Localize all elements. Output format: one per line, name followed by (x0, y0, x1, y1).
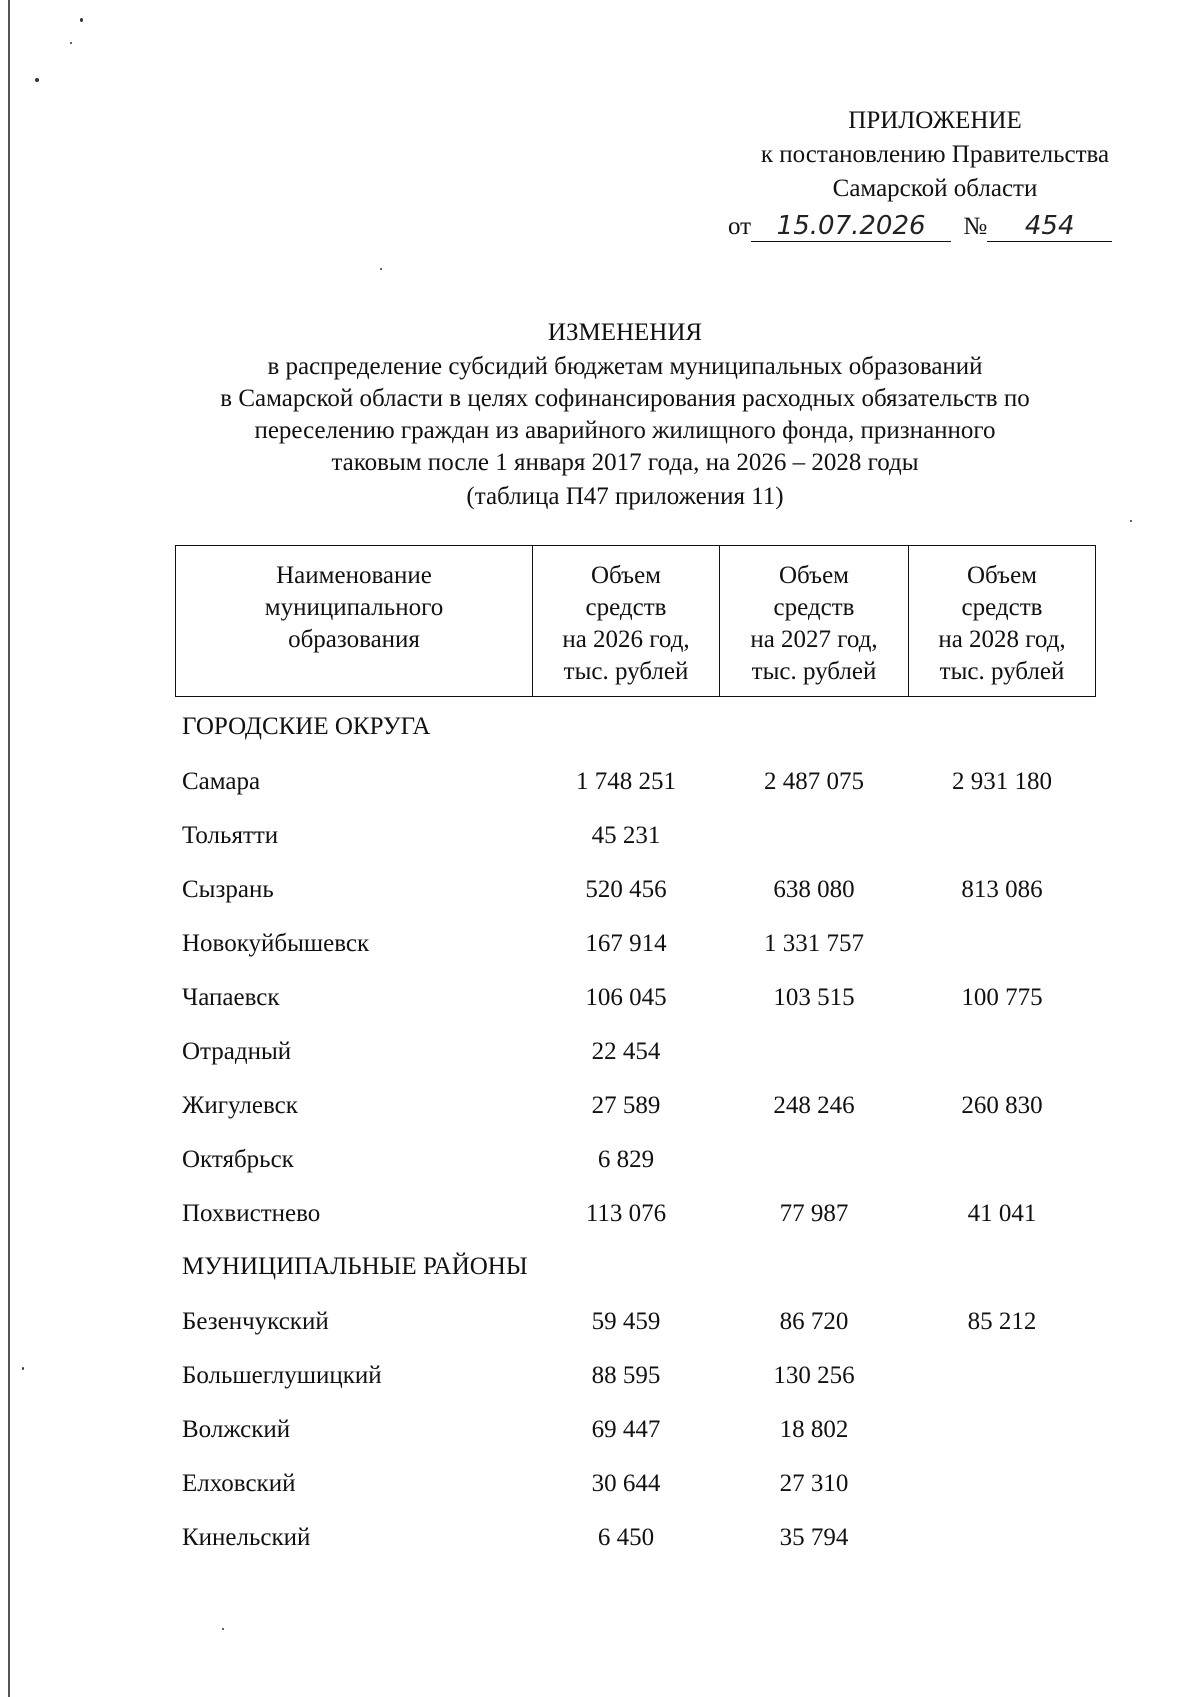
value-2028: 100 775 (961, 984, 1043, 1011)
value-2026: 30 644 (591, 1470, 661, 1497)
scan-speck (70, 42, 72, 44)
table-row (0, 1142, 1200, 1178)
header-text: средств (585, 594, 667, 621)
municipality-name: Безенчукский (182, 1308, 329, 1335)
header-text: тыс. рублей (563, 658, 689, 685)
value-2026: 69 447 (591, 1416, 661, 1443)
value-2027: 638 080 (773, 876, 855, 903)
date-prefix: от (728, 213, 752, 240)
value-2027: 27 310 (779, 1470, 849, 1497)
value-2026: 1 748 251 (576, 768, 676, 795)
header-2027 (720, 546, 909, 697)
municipality-name: Похвистнево (182, 1200, 321, 1227)
table-row (0, 980, 1200, 1016)
table-row (0, 764, 1200, 800)
value-2027: 130 256 (773, 1362, 855, 1389)
value-2026: 59 459 (591, 1308, 661, 1335)
scan-speck (380, 268, 382, 270)
value-2026: 88 595 (591, 1362, 661, 1389)
value-2027: 77 987 (779, 1200, 849, 1227)
header-municipality (176, 546, 533, 697)
header-text: тыс. рублей (751, 658, 877, 685)
handwritten-date: 15.07.2026 (751, 211, 951, 242)
value-2028: 813 086 (961, 876, 1043, 903)
value-2027: 248 246 (773, 1092, 855, 1119)
header-text: Наименование (276, 562, 432, 589)
municipality-name: Елховский (182, 1470, 296, 1497)
table-row (0, 818, 1200, 854)
table-row (0, 926, 1200, 962)
appendix-region-line: Самарской области (832, 175, 1038, 202)
municipality-name: Октябрьск (182, 1146, 294, 1173)
municipality-name: Самара (182, 768, 261, 795)
value-2026: 6 450 (597, 1524, 655, 1551)
title-line: таковым после 1 января 2017 года, на 2026 – 2028 годы (331, 449, 919, 476)
municipality-name: Отрадный (182, 1038, 292, 1065)
header-2028 (909, 546, 1096, 697)
municipality-name: Чапаевск (182, 984, 280, 1011)
value-2028: 41 041 (967, 1200, 1037, 1227)
municipality-name: Сызрань (182, 876, 274, 903)
table-row (0, 1466, 1200, 1502)
value-2027: 86 720 (779, 1308, 849, 1335)
document-heading: ИЗМЕНЕНИЯ (547, 319, 703, 346)
value-2026: 106 045 (585, 984, 667, 1011)
header-text: на 2028 год, (938, 626, 1066, 653)
value-2026: 27 589 (591, 1092, 661, 1119)
title-line: в Самарской области в целях софинансирования расходных обязательств по (220, 385, 1030, 412)
value-2026: 45 231 (591, 822, 661, 849)
municipality-name: Волжский (182, 1416, 291, 1443)
value-2027: 2 487 075 (764, 768, 864, 795)
value-2027: 18 802 (779, 1416, 849, 1443)
appendix-resolution-line: к постановлению Правительства (760, 141, 1110, 168)
table-row (0, 1304, 1200, 1340)
section-title-city-districts: ГОРОДСКИЕ ОКРУГА (182, 713, 431, 740)
header-text: средств (773, 594, 855, 621)
table-row (0, 1088, 1200, 1124)
table-header (175, 545, 1096, 697)
value-2026: 22 454 (591, 1038, 661, 1065)
municipality-name: Большеглушицкий (182, 1362, 382, 1389)
section-title-municipal-districts: МУНИЦИПАЛЬНЫЕ РАЙОНЫ (182, 1253, 528, 1280)
header-text: муниципального (264, 594, 444, 621)
municipality-name: Тольятти (182, 822, 279, 849)
scan-speck (222, 1628, 224, 1630)
table-row (0, 1196, 1200, 1232)
value-2026: 167 914 (585, 930, 667, 957)
value-2028: 260 830 (961, 1092, 1043, 1119)
value-2027: 103 515 (773, 984, 855, 1011)
header-text: Объем (779, 562, 849, 589)
municipality-name: Новокуйбышевск (182, 930, 370, 957)
municipality-name: Жигулевск (182, 1092, 298, 1119)
value-2026: 113 076 (585, 1200, 667, 1227)
appendix-label: ПРИЛОЖЕНИЕ (848, 107, 1022, 134)
value-2026: 520 456 (585, 876, 667, 903)
table-row (0, 1412, 1200, 1448)
table-row (0, 872, 1200, 908)
header-text: средств (961, 594, 1043, 621)
header-2026 (533, 546, 720, 697)
header-text: Объем (591, 562, 661, 589)
municipality-name: Кинельский (182, 1524, 311, 1551)
value-2027: 35 794 (779, 1524, 849, 1551)
value-2027: 1 331 757 (764, 930, 864, 957)
title-table-ref: (таблица П47 приложения 11) (466, 483, 784, 510)
scan-speck (35, 78, 39, 82)
number-sign: № (963, 213, 988, 240)
value-2028: 85 212 (967, 1308, 1037, 1335)
header-text: на 2027 год, (750, 626, 878, 653)
handwritten-number: 454 (987, 211, 1112, 242)
table-row (0, 1034, 1200, 1070)
title-line: переселению граждан из аварийного жилищного фонда, признанного (254, 417, 996, 444)
scan-speck (80, 18, 83, 22)
header-text: тыс. рублей (939, 658, 1065, 685)
value-2028: 2 931 180 (952, 768, 1052, 795)
title-line: в распределение субсидий бюджетам муниципальных образований (267, 353, 983, 380)
header-text: на 2026 год, (562, 626, 690, 653)
value-2026: 6 829 (597, 1146, 655, 1173)
table-row (0, 1358, 1200, 1394)
appendix-date-line (728, 210, 1128, 250)
header-text: образования (288, 626, 420, 653)
header-text: Объем (967, 562, 1037, 589)
scan-speck (1130, 520, 1132, 522)
table-row (0, 1520, 1200, 1556)
